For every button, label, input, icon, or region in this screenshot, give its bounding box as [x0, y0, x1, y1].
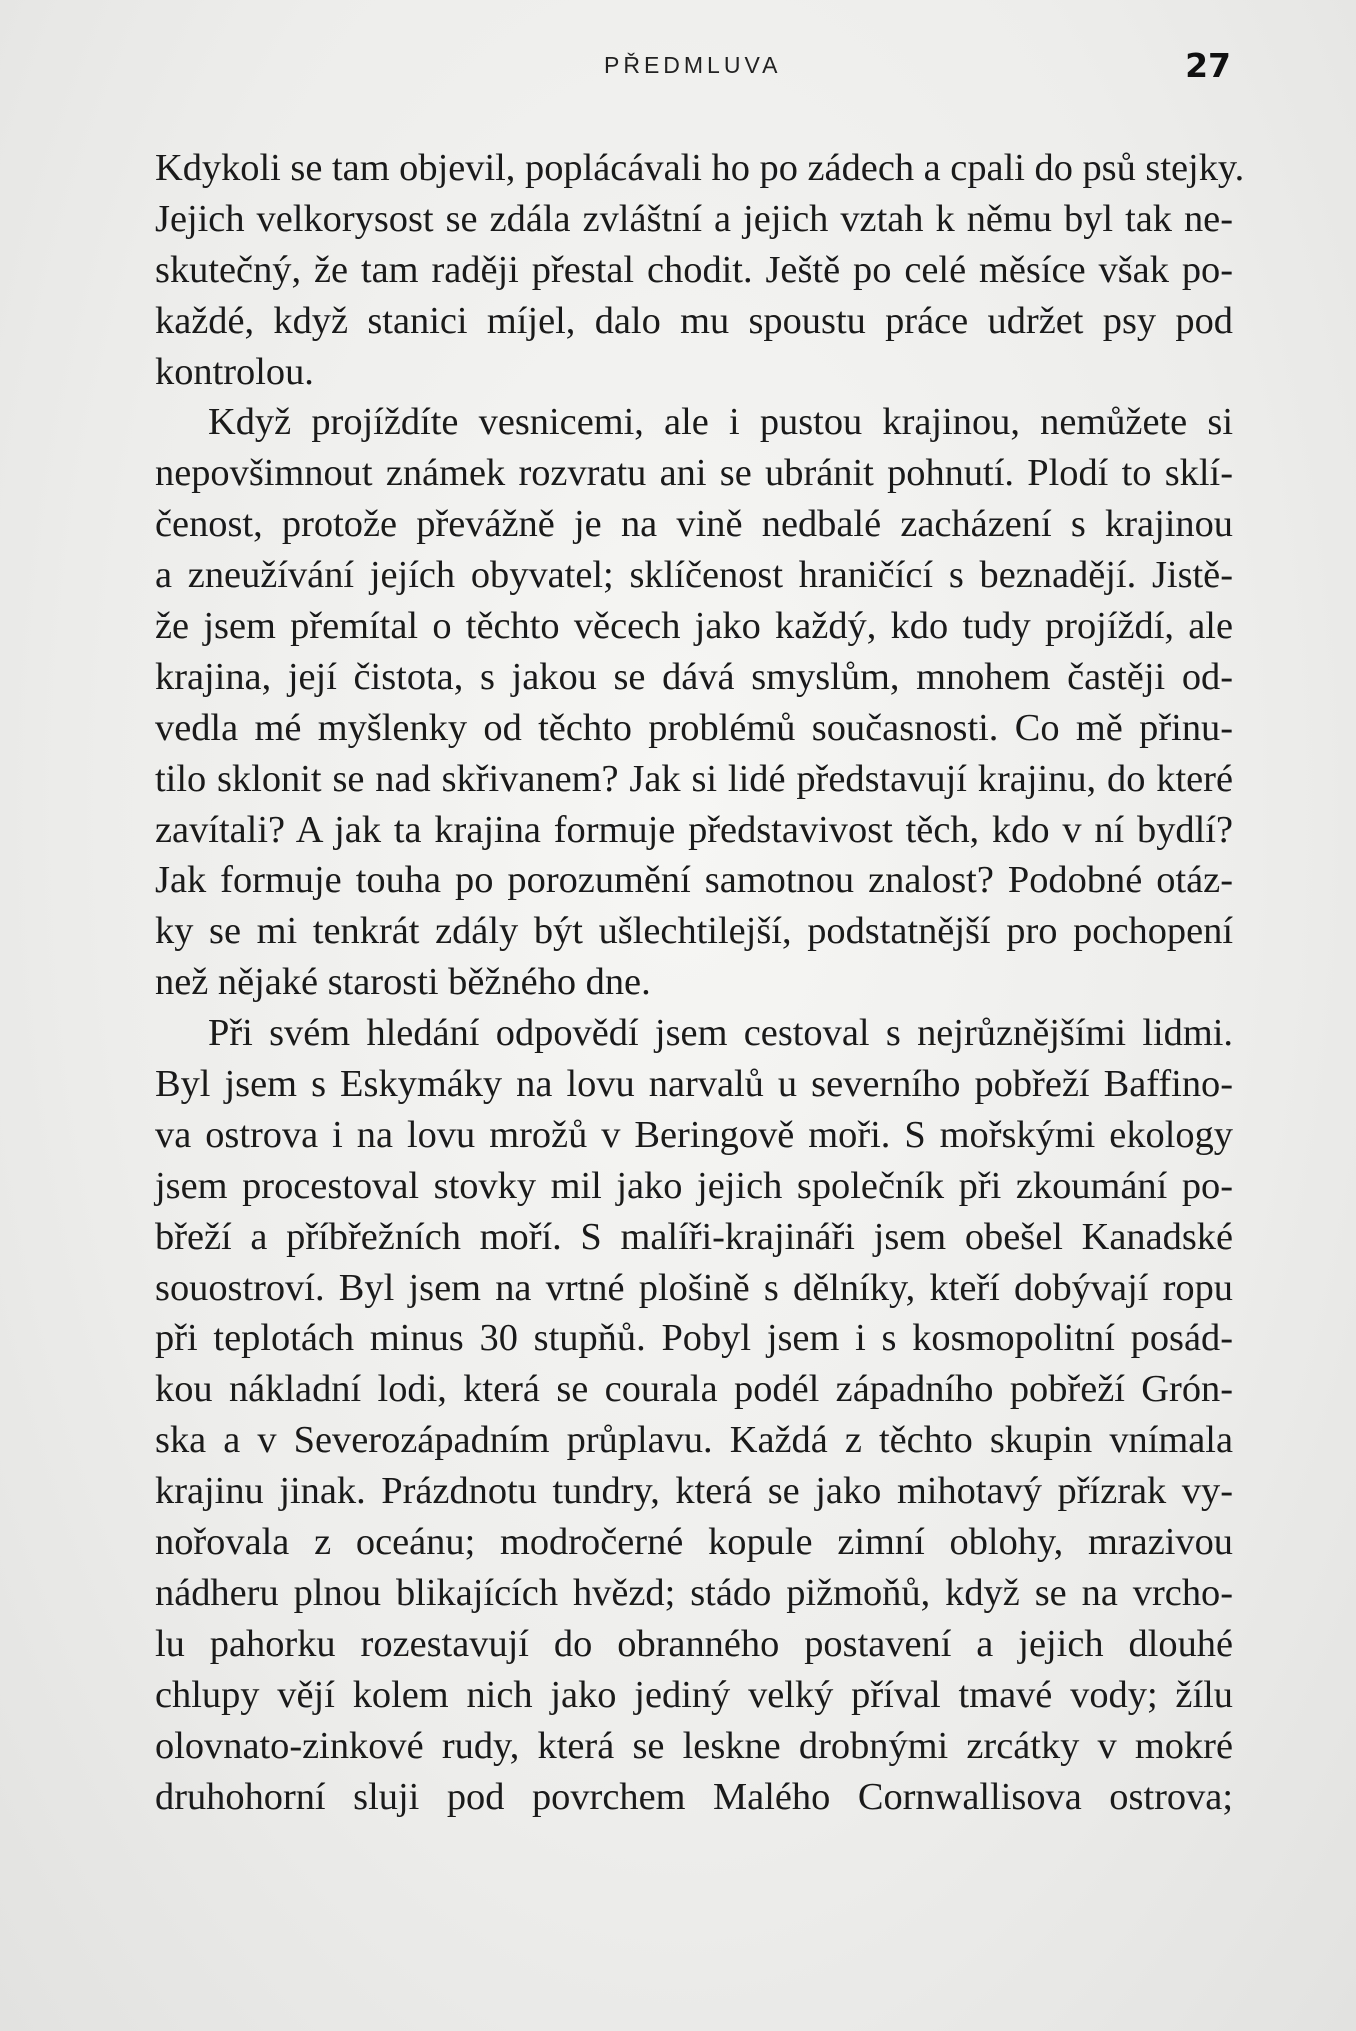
page-number: 27: [1185, 46, 1231, 85]
text-line: souostroví. Byl jsem na vrtné plošině s dělníky, kteří dobývají ropu: [155, 1266, 1233, 1309]
text-line: břeží a příbřežních moří. S malíři-krajináři jsem obešel Kanadské: [155, 1215, 1233, 1258]
running-title: PŘEDMLUVA: [604, 52, 782, 78]
text-line: Když projíždíte vesnicemi, ale i pustou krajinou, nemůžete si: [208, 401, 1233, 444]
text-line: nádheru plnou blikajících hvězd; stádo pižmoňů, když se na vrcho-: [155, 1571, 1233, 1614]
text-line: ky se mi tenkrát zdály být ušlechtilejší, podstatnější pro pochopení: [155, 910, 1233, 953]
text-line: druhohorní sluji pod povrchem Malého Cornwallisova ostrova;: [155, 1775, 1233, 1818]
text-line: jsem procestoval stovky mil jako jejich společník při zkoumání po-: [155, 1164, 1233, 1207]
text-line: kontrolou.: [155, 350, 314, 393]
text-line: Jejich velkorysost se zdála zvláštní a jejich vztah k němu byl tak ne-: [155, 197, 1233, 240]
text-line: lu pahorku rozestavují do obranného postavení a jejich dlouhé: [155, 1622, 1233, 1665]
text-line: při teplotách minus 30 stupňů. Pobyl jsem i s kosmopolitní posád-: [155, 1317, 1233, 1360]
text-line: že jsem přemítal o těchto věcech jako každý, kdo tudy projíždí, ale: [155, 605, 1233, 648]
text-line: kou nákladní lodi, která se courala podél západního pobřeží Grón-: [155, 1368, 1233, 1411]
text-line: olovnato-zinkové rudy, která se leskne drobnými zrcátky v mokré: [155, 1724, 1233, 1767]
body-text: [155, 143, 1245, 1822]
text-line: čenost, protože převážně je na vině nedbalé zacházení s krajinou: [155, 503, 1233, 546]
text-line: Při svém hledání odpovědí jsem cestoval s nejrůznějšími lidmi.: [208, 1012, 1233, 1055]
text-line: Byl jsem s Eskymáky na lovu narvalů u severního pobřeží Baffino-: [155, 1063, 1233, 1106]
text-line: va ostrova i na lovu mrožů v Beringově moři. S mořskými ekology: [155, 1113, 1233, 1156]
text-line: zavítali? A jak ta krajina formuje představivost těch, kdo v ní bydlí?: [155, 808, 1233, 851]
text-line: vedla mé myšlenky od těchto problémů současnosti. Co mě přinu-: [155, 706, 1233, 749]
text-line: Jak formuje touha po porozumění samotnou znalost? Podobné otáz-: [155, 859, 1233, 902]
text-line: ska a v Severozápadním průplavu. Každá z těchto skupin vnímala: [155, 1419, 1233, 1462]
text-line: než nějaké starosti běžného dne.: [155, 961, 651, 1004]
text-line: tilo sklonit se nad skřivanem? Jak si lidé představují krajinu, do které: [155, 757, 1233, 800]
text-line: nořovala z oceánu; modročerné kopule zimní oblohy, mrazivou: [155, 1521, 1233, 1564]
text-line: skutečný, že tam raději přestal chodit. Ještě po celé měsíce však po-: [155, 248, 1233, 291]
text-line: nepovšimnout známek rozvratu ani se ubránit pohnutí. Plodí to sklí-: [155, 452, 1233, 495]
text-line: krajinu jinak. Prázdnotu tundry, která se jako mihotavý přízrak vy-: [155, 1470, 1233, 1513]
text-line: chlupy vějí kolem nich jako jediný velký příval tmavé vody; žílu: [155, 1673, 1233, 1716]
text-line: každé, když stanici míjel, dalo mu spoustu práce udržet psy pod: [155, 299, 1233, 342]
text-line: Kdykoli se tam objevil, poplácávali ho po zádech a cpali do psů stejky.: [155, 147, 1245, 189]
text-line: a zneužívání jejích obyvatel; sklíčenost hraničící s beznadějí. Jistě-: [155, 554, 1233, 597]
text-line: krajina, její čistota, s jakou se dává smyslům, mnohem častěji od-: [155, 655, 1233, 698]
running-head: [0, 46, 1356, 90]
